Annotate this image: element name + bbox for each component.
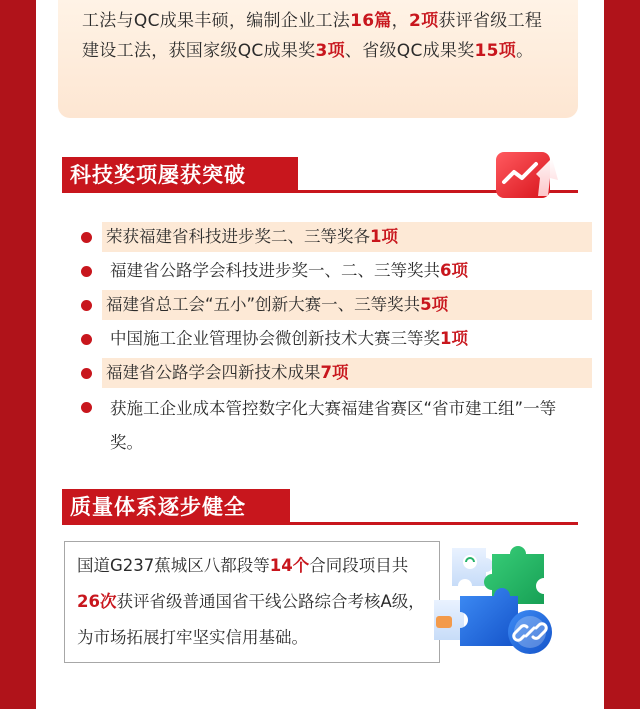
quality-text-box bbox=[64, 541, 440, 663]
list-item bbox=[78, 222, 596, 252]
section-title-quality: 质量体系逐步健全 bbox=[62, 489, 290, 525]
bullet-icon bbox=[81, 368, 92, 379]
list-item bbox=[78, 324, 596, 354]
list-item bbox=[78, 358, 596, 388]
list-item bbox=[78, 392, 596, 460]
list-item bbox=[78, 290, 596, 320]
intro-card bbox=[58, 0, 578, 118]
section-title-tech: 科技奖项屡获突破 bbox=[62, 157, 298, 193]
intro-highlight: 16篇 bbox=[350, 11, 392, 31]
list-item bbox=[78, 256, 596, 286]
intro-highlight: 15项 bbox=[474, 41, 517, 61]
award-list bbox=[78, 222, 596, 464]
bullet-icon bbox=[81, 402, 92, 413]
intro-paragraph bbox=[82, 6, 556, 66]
section-divider bbox=[62, 522, 578, 525]
intro-text: ， bbox=[391, 11, 409, 31]
bullet-icon bbox=[81, 232, 92, 243]
bullet-icon bbox=[81, 300, 92, 311]
award-text: 中国施工企业管理协会微创新技术大赛三等奖1项 bbox=[110, 329, 468, 348]
trend-up-icon bbox=[492, 148, 562, 210]
intro-highlight: 3项 bbox=[315, 41, 345, 61]
intro-text: 工法与QC成果丰硕，编制企业工法 bbox=[82, 11, 351, 31]
award-text: 福建省总工会“五小”创新大赛一、三等奖共5项 bbox=[102, 290, 592, 320]
award-text: 福建省公路学会科技进步奖一、二、三等奖共6项 bbox=[110, 261, 468, 280]
intro-highlight: 2项 bbox=[408, 11, 439, 31]
bullet-icon bbox=[81, 266, 92, 277]
intro-text: 获评省级工程建设工法，获国家级QC成果奖 bbox=[82, 11, 543, 61]
puzzle-icon bbox=[430, 540, 570, 660]
intro-text: 、省级QC成果奖 bbox=[344, 41, 475, 61]
award-text: 获施工企业成本管控数字化大赛福建省赛区“省市建工组”一等奖。 bbox=[110, 399, 557, 452]
bullet-icon bbox=[81, 334, 92, 345]
award-text: 福建省公路学会四新技术成果7项 bbox=[102, 358, 592, 388]
quality-paragraph: 国道G237蕉城区八都段等14个合同段项目共26次获评省级普通国省干线公路综合考核A级，为市场拓展打牢坚实信用基础。 bbox=[77, 556, 425, 647]
award-text: 荣获福建省科技进步奖二、三等奖各1项 bbox=[102, 222, 592, 252]
intro-text: 。 bbox=[516, 41, 534, 61]
